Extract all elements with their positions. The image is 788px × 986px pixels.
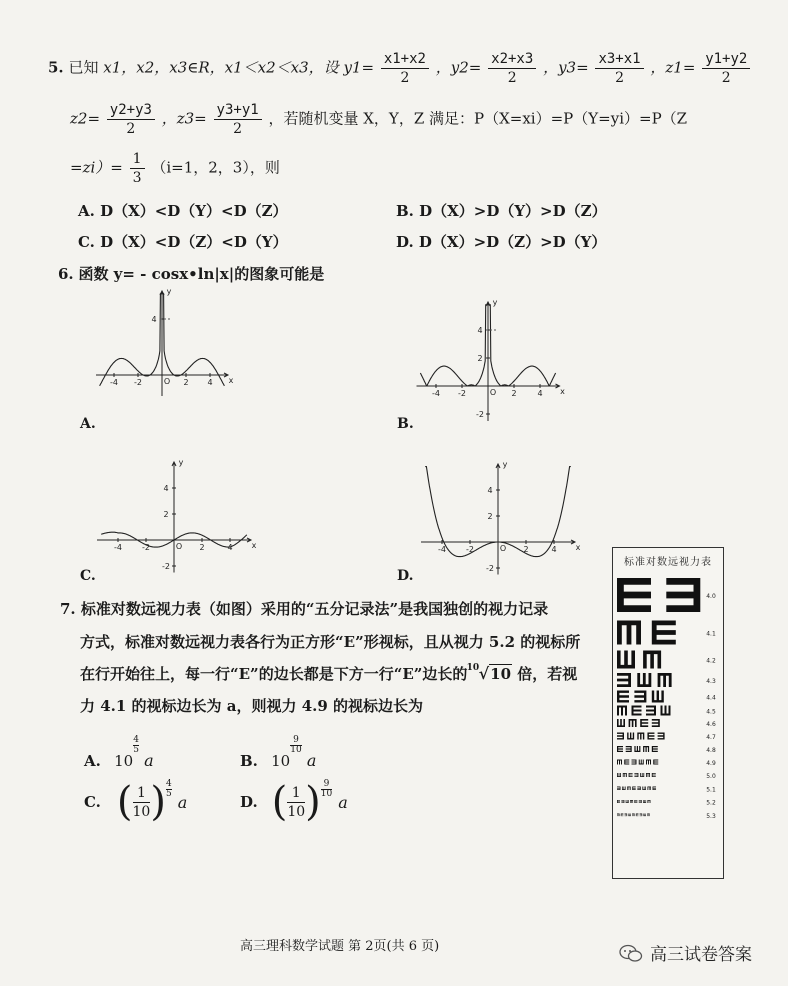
e-optotype: [639, 800, 642, 803]
fraction: $\frac{y2+y3}{2}$: [107, 101, 155, 138]
x-tick-label: 4: [537, 389, 543, 398]
q5-option-d[interactable]: D. D（X）>D（Z）>D（Y）: [396, 233, 607, 251]
e-optotype: [634, 746, 640, 752]
vision-row-label: 4.8: [706, 747, 716, 754]
page-footer: 高三理科数学试题 第 2页(共 6 页): [240, 939, 440, 954]
e-optotype: [634, 800, 637, 803]
q7-line4: 力 4.1 的视标边长为 a，则视力 4.9 的视标边长为: [80, 697, 424, 715]
e-optotype: [634, 691, 646, 703]
e-optotype: [652, 773, 656, 777]
x-tick-label: -2: [142, 543, 150, 552]
e-optotype: [640, 814, 643, 817]
x-tick-label: 2: [523, 545, 529, 554]
e-optotype: [629, 773, 633, 777]
e-optotype: [653, 760, 658, 765]
y-tick-label: -2: [476, 410, 484, 419]
vision-row-label: 5.3: [706, 812, 716, 820]
x-axis-label: x: [575, 543, 581, 552]
e-optotype: [621, 814, 624, 817]
q5-option-c[interactable]: C. D（X）<D（Z）<D（Y）: [78, 233, 288, 251]
vision-row-label: 5.0: [706, 773, 716, 780]
y-axis-label: y: [492, 298, 498, 307]
e-optotype: [646, 706, 656, 716]
origin-label: O: [489, 388, 497, 397]
e-optotype: [652, 621, 676, 645]
e-optotype: [624, 760, 629, 765]
x-tick-label: 2: [183, 378, 189, 387]
vision-row-label: 5.2: [706, 799, 716, 807]
e-optotype: [626, 800, 629, 803]
e-optotype: [630, 800, 633, 803]
e-optotype: [617, 746, 623, 752]
e-optotype: [617, 733, 624, 740]
vision-chart-grid: [613, 568, 723, 873]
e-optotype: [652, 691, 664, 703]
e-optotype: [643, 814, 646, 817]
graph-a[interactable]: [100, 287, 260, 431]
e-optotype: [622, 787, 626, 791]
e-optotype: [647, 800, 650, 803]
x-tick-label: -4: [114, 543, 122, 552]
q5-number: 5.: [48, 58, 64, 77]
e-optotype: [647, 733, 654, 740]
q6-number: 6.: [58, 265, 74, 283]
e-optotype: [643, 800, 646, 803]
nth-root: 10 √10: [466, 663, 512, 683]
vision-row-label: 4.7: [706, 734, 716, 741]
e-optotype: [626, 746, 632, 752]
e-optotype: [617, 691, 629, 703]
graph-c-label: C.: [80, 568, 96, 584]
e-optotype: [617, 673, 631, 687]
y-axis-label: y: [178, 458, 184, 467]
vision-row-label: 4.3: [706, 678, 716, 685]
e-optotype: [617, 760, 622, 765]
vision-row-label: 4.4: [706, 694, 716, 702]
e-optotype: [617, 706, 627, 716]
e-optotype: [643, 651, 661, 669]
q7-option-b[interactable]: B. 10 $\frac{9}{10}$ a: [240, 735, 317, 770]
e-optotype: [629, 719, 637, 727]
e-optotype: [627, 787, 631, 791]
wechat-icon: [618, 943, 644, 963]
e-optotype: [653, 787, 657, 791]
e-optotype: [632, 760, 637, 765]
fraction: $\frac{y1+y2}{2}$: [702, 50, 750, 87]
y-axis-label: y: [166, 287, 172, 296]
e-optotype: [652, 746, 658, 752]
origin-label: O: [163, 377, 171, 386]
watermark-text: 高三试卷答案: [650, 945, 752, 965]
e-optotype: [617, 773, 621, 777]
e-optotype: [647, 814, 650, 817]
graph-a-label: A.: [80, 416, 96, 432]
e-optotype: [637, 733, 644, 740]
e-optotype: [666, 578, 700, 612]
y-axis-label: y: [502, 460, 508, 469]
e-optotype: [640, 773, 644, 777]
q7-line2: 方式，标准对数远视力表各行为正方形“E”形视标，且从视力 5.2 的视标所: [80, 633, 581, 651]
q7-option-c[interactable]: C. ( 1 10 ) 4 5 a: [84, 779, 188, 825]
y-tick-label: 4: [487, 486, 493, 495]
graph-d-label: D.: [397, 568, 414, 584]
origin-label: O: [175, 542, 183, 551]
q6-stem-line: [58, 264, 324, 284]
e-optotype: [643, 746, 649, 752]
fraction: $\frac{x3+x1}{2}$: [595, 50, 643, 87]
q7-option-d[interactable]: D. ( 1 10 ) 9 10 a: [240, 779, 348, 825]
e-optotype: [658, 673, 672, 687]
e-optotype: [637, 787, 641, 791]
q5-line3: =zi）= $\frac{1}{3}$ （i=1，2，3），则: [70, 151, 280, 186]
x-tick-label: 4: [227, 543, 233, 552]
e-optotype: [617, 651, 635, 669]
q5-line2: z2= $\frac{y2+y3}{2}$ ，z3= $\frac{y3+y1}{2}$ ，若随机变量 X，Y，Z 满足：P（X=xi）=P（Y=yi）=P（Z: [70, 102, 688, 137]
vision-row-label: 4.5: [706, 708, 716, 716]
e-optotype: [625, 814, 628, 817]
x-tick-label: 2: [511, 389, 517, 398]
e-optotype: [642, 787, 646, 791]
e-optotype: [640, 719, 648, 727]
x-tick-label: -2: [458, 389, 466, 398]
fraction: $\frac{y3+y1}{2}$: [214, 101, 262, 138]
e-optotype: [627, 733, 634, 740]
e-optotype: [661, 706, 671, 716]
x-tick-label: -4: [110, 378, 118, 387]
e-optotype: [646, 760, 651, 765]
q7-line3: 在行开始往上，每一行“E”的边长都是下方一行“E”边长的 10 √10 倍，若视: [80, 663, 578, 683]
e-optotype: [658, 733, 665, 740]
e-optotype: [647, 787, 651, 791]
e-optotype: [617, 787, 621, 791]
y-tick-label: 4: [163, 484, 169, 493]
vision-row-label: 4.0: [706, 593, 716, 600]
x-tick-label: -4: [432, 389, 440, 398]
e-optotype: [628, 814, 631, 817]
vision-row-label: 4.6: [706, 721, 716, 728]
q5-option-b[interactable]: B. D（X）>D（Y）>D（Z）: [396, 202, 607, 220]
graph-c[interactable]: [104, 448, 257, 573]
vision-row-label: 5.1: [706, 786, 716, 794]
q7-line1: 7. 标准对数远视力表（如图）采用的“五分记录法”是我国独创的视力记录: [60, 600, 549, 618]
y-tick-label: 4: [477, 326, 483, 335]
x-tick-label: 4: [207, 378, 213, 387]
e-optotype: [621, 800, 624, 803]
q7-number: 7.: [60, 600, 76, 618]
vision-row-label: 4.2: [706, 657, 716, 665]
q5-line1: 5. 已知 x1，x2，x3∈R，x1＜x2＜x3，设 y1= $\frac{x1+x2}{2}$ ，y2= $\frac{x2+x3}{2}$ ，y3= $\frac{x3+x1}{2}$ ，z1= $\frac{y1+y2}{2}$: [48, 50, 752, 87]
fraction: $\frac{x2+x3}{2}$: [488, 50, 536, 87]
e-optotype: [632, 814, 635, 817]
vision-chart-title: 标准对数远视力表: [624, 557, 712, 568]
e-optotype: [646, 773, 650, 777]
y-tick-label: 2: [163, 510, 169, 519]
watermark: [618, 940, 752, 965]
x-tick-label: 2: [199, 543, 205, 552]
e-optotype: [636, 814, 639, 817]
origin-label: O: [499, 544, 507, 553]
e-optotype: [632, 706, 642, 716]
e-optotype: [623, 773, 627, 777]
y-tick-label: -2: [162, 562, 170, 571]
x-axis-label: x: [228, 376, 234, 385]
x-axis-label: x: [560, 387, 565, 396]
x-tick-label: 4: [551, 545, 557, 554]
graph-b-label: B.: [397, 416, 414, 432]
vision-row-label: 4.1: [706, 630, 716, 638]
e-optotype: [617, 719, 625, 727]
x-tick-label: -4: [438, 545, 446, 554]
q7-option-a[interactable]: A. 10 $\frac{4}{5}$ a: [84, 735, 154, 770]
e-optotype: [634, 773, 638, 777]
e-optotype: [637, 673, 651, 687]
y-tick-label: -2: [486, 564, 494, 573]
q5-option-a[interactable]: A. D（X）<D（Y）<D（Z）: [78, 202, 288, 220]
vision-chart-card: [612, 547, 724, 879]
x-tick-label: -2: [134, 378, 142, 387]
e-optotype: [639, 760, 644, 765]
y-tick-label: 4: [151, 315, 157, 324]
e-optotype: [617, 800, 620, 803]
y-tick-label: 2: [487, 512, 493, 521]
e-optotype: [617, 814, 620, 817]
e-optotype: [632, 787, 636, 791]
e-optotype: [652, 719, 660, 727]
e-optotype: [617, 578, 651, 612]
graph-b[interactable]: [418, 290, 583, 420]
x-tick-label: -2: [466, 545, 474, 554]
fraction: $\frac{1}{3}$: [130, 150, 145, 187]
fraction: $\frac{x1+x2}{2}$: [381, 50, 429, 87]
y-tick-label: 2: [477, 354, 483, 363]
q6-stem: 函数 y= - cosx•ln|x|的图象可能是: [78, 265, 325, 283]
graph-d[interactable]: [420, 450, 580, 575]
e-optotype: [617, 621, 641, 645]
vision-row-label: 4.9: [706, 760, 716, 767]
x-axis-label: x: [251, 541, 257, 550]
